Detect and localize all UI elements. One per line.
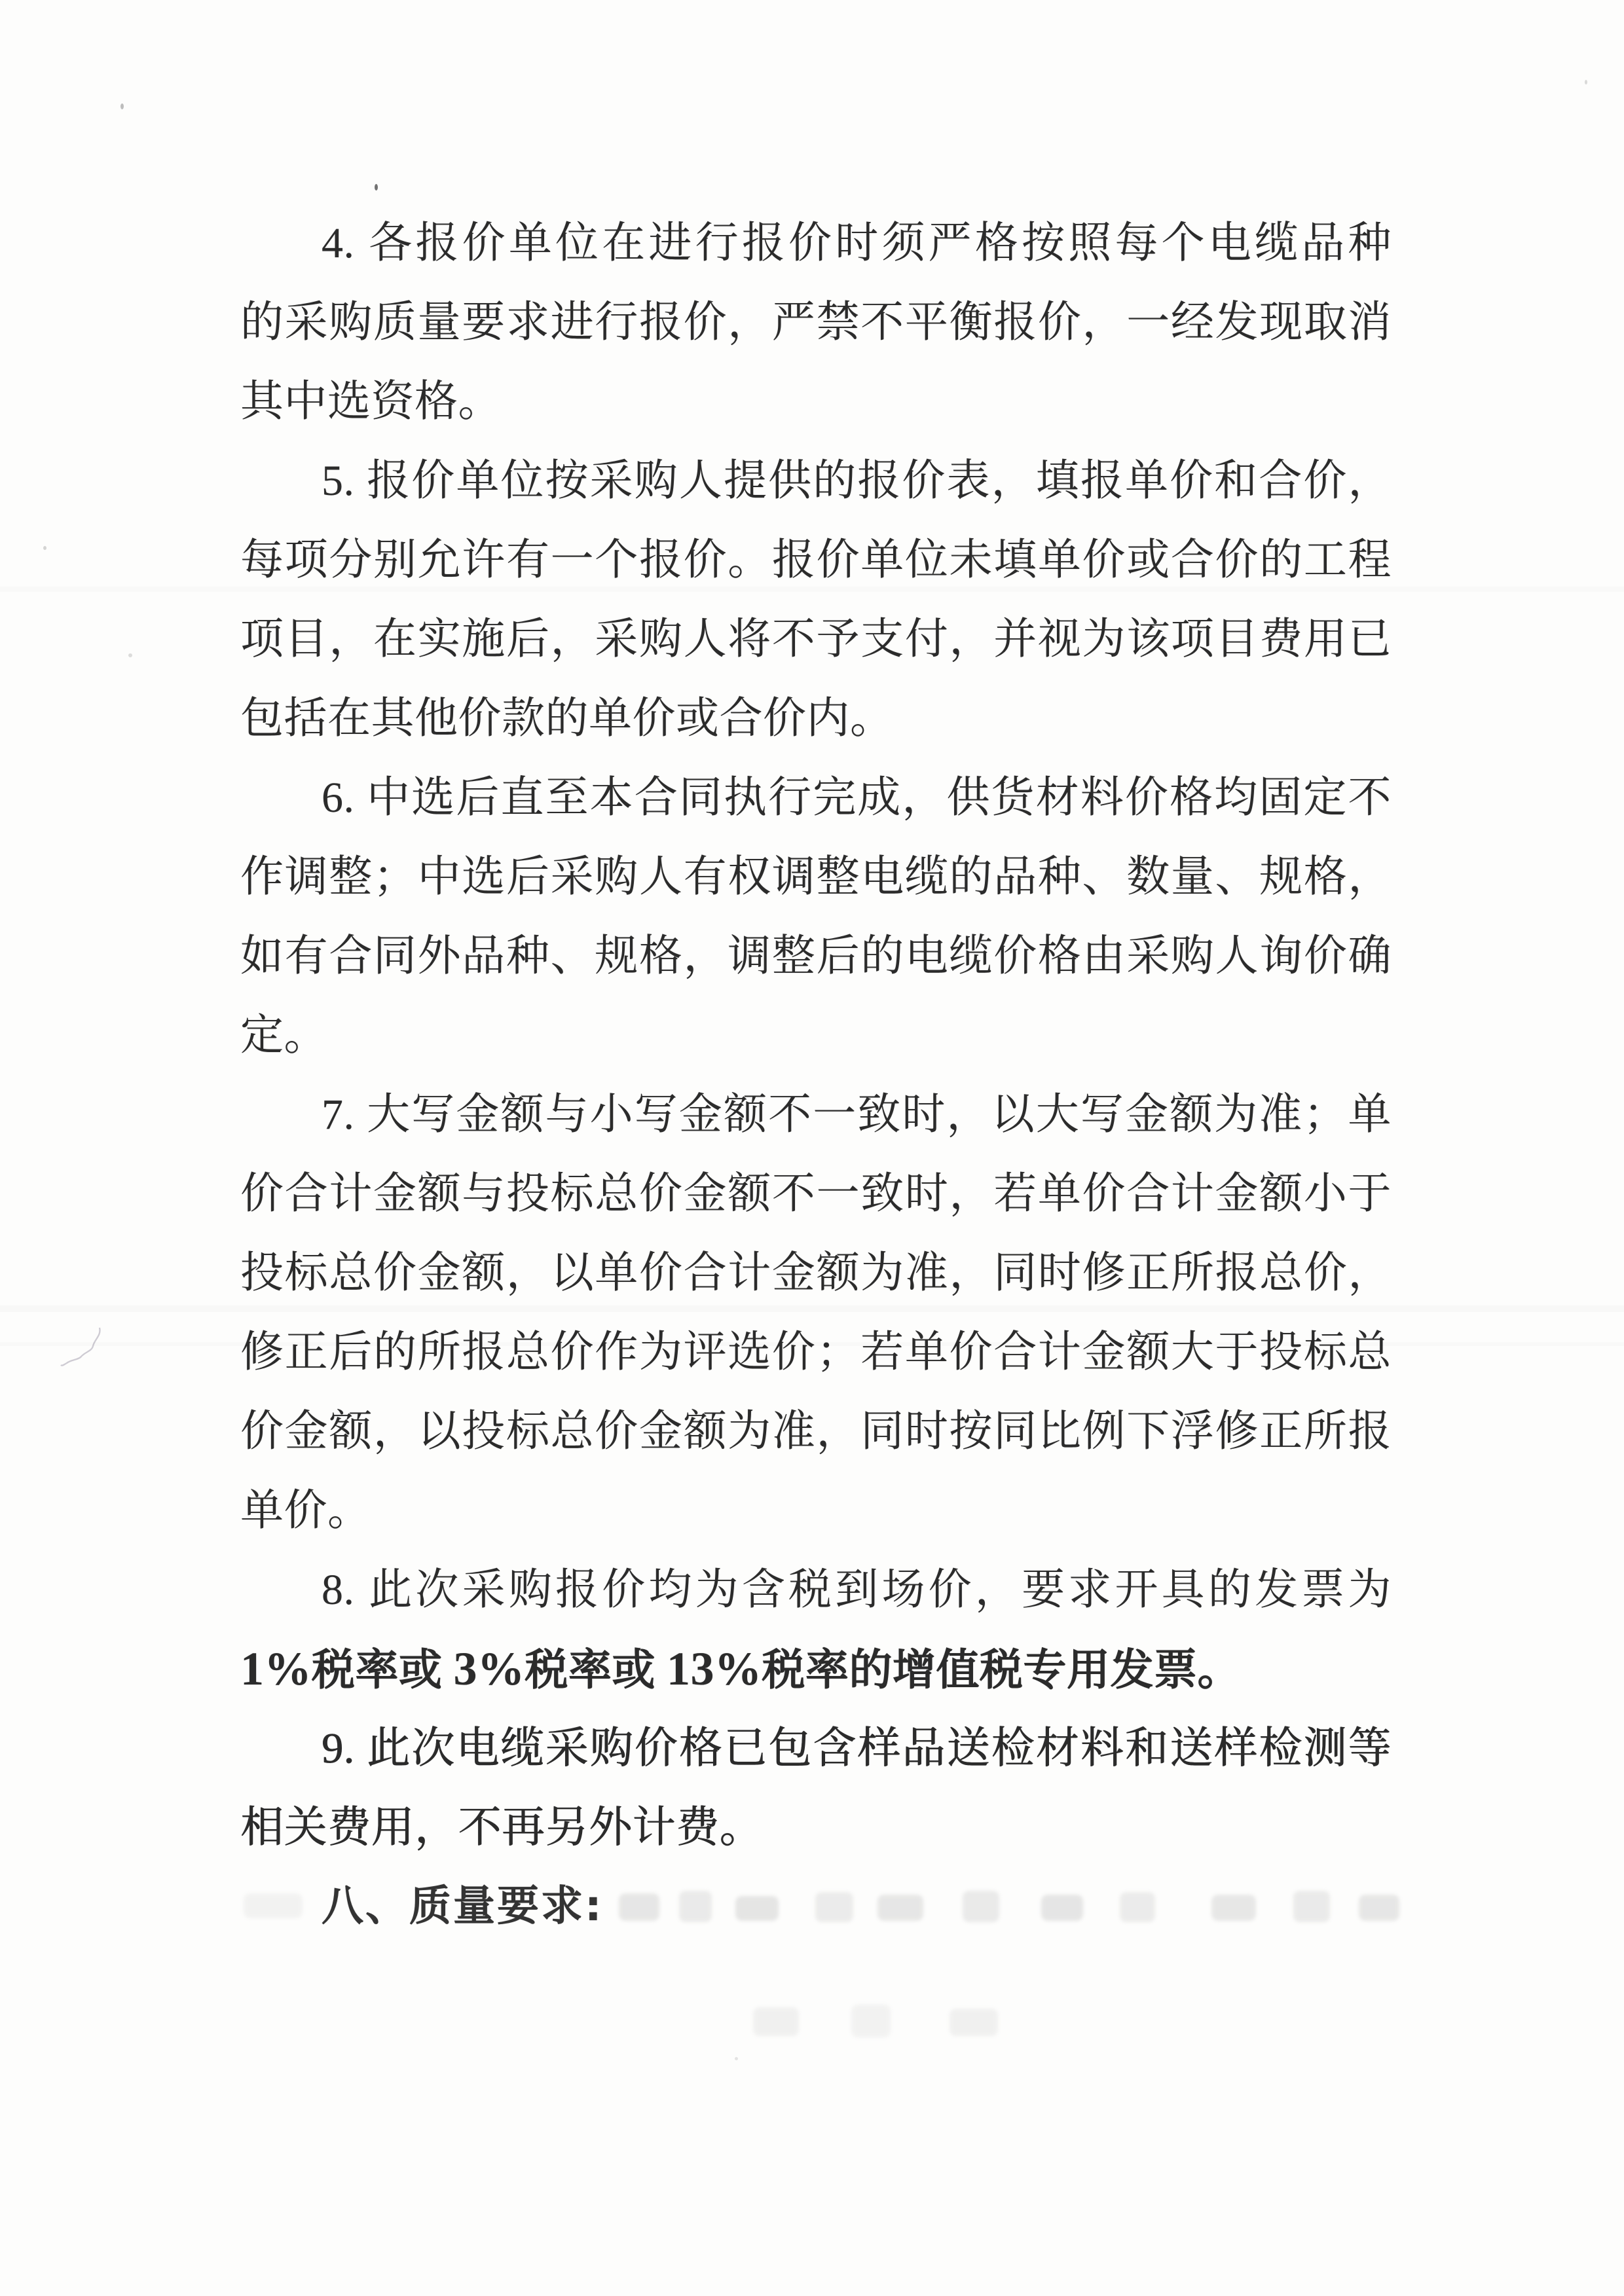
tax-rate-text-3: 税率的增值税专用发票。 (762, 1647, 1241, 1694)
clause-6-line-1: 6. 中选后直至本合同执行完成，供货材料价格均固定不 (322, 774, 1392, 822)
smudge-artifact (244, 1893, 303, 1918)
tax-rate-1-percent: 1% (240, 1643, 312, 1695)
clause-7-line-4: 修正后的所报总价作为评选价；若单价合计金额大于投标总 (240, 1328, 1392, 1376)
scan-streak (0, 1305, 1624, 1312)
speck-artifact (375, 184, 378, 191)
speck-artifact (1585, 80, 1587, 84)
clause-9-line-1: 9. 此次电缆采购价格已包含样品送检材料和送样检测等 (322, 1724, 1392, 1772)
clause-4-line-1: 4. 各报价单位在进行报价时须严格按照每个电缆品种 (322, 219, 1392, 267)
scan-streak (0, 587, 1624, 592)
speck-artifact (43, 546, 46, 550)
speck-artifact (735, 2057, 738, 2060)
clause-7-line-1: 7. 大写金额与小写金额不一致时，以大写金额为准；单 (322, 1091, 1392, 1139)
clause-7-line-6: 单价。 (240, 1487, 371, 1535)
clause-6-line-3: 如有合同外品种、规格，调整后的电缆价格由采购人询价确 (240, 932, 1392, 980)
tax-rate-text-1: 税率或 (312, 1647, 454, 1694)
tax-rate-text-2: 税率或 (525, 1647, 667, 1694)
ghost-bleedthrough-row (619, 1889, 1405, 1926)
clause-5-line-4: 包括在其他价款的单价或合价内。 (240, 695, 894, 742)
tax-rate-3-percent: 3% (453, 1643, 525, 1695)
clause-8-line-2 (240, 1630, 1392, 1709)
speck-artifact (120, 103, 124, 109)
scratch-artifact (59, 1322, 106, 1374)
section-heading-quality-requirements: 八、质量要求: (322, 1882, 604, 1931)
clause-8-line-1: 8. 此次采购报价均为含税到场价，要求开具的发票为 (322, 1566, 1392, 1614)
clause-7-line-5: 价金额，以投标总价金额为准，同时按同比例下浮修正所报 (240, 1408, 1392, 1455)
scan-streak (0, 1342, 1624, 1346)
clause-7-line-3: 投标总价金额，以单价合计金额为准，同时修正所报总价， (240, 1249, 1392, 1297)
clause-5-line-1: 5. 报价单位按采购人提供的报价表，填报单价和合价， (322, 457, 1392, 505)
speck-artifact (128, 653, 132, 657)
clause-5-line-2: 每项分别允许有一个报价。报价单位未填单价或合价的工程 (240, 536, 1392, 584)
document-text-block (240, 0, 1392, 2296)
tax-rate-13-percent: 13% (667, 1643, 762, 1695)
clause-4-line-3: 其中选资格。 (240, 378, 502, 426)
clause-4-line-2: 的采购质量要求进行报价，严禁不平衡报价，一经发现取消 (240, 299, 1392, 346)
clause-7-line-2: 价合计金额与投标总价金额不一致时，若单价合计金额小于 (240, 1170, 1392, 1218)
clause-5-line-3: 项目，在实施后，采购人将不予支付，并视为该项目费用已 (240, 615, 1392, 663)
ghost-bleedthrough-lower (753, 2002, 1028, 2048)
clause-6-line-4: 定。 (240, 1011, 327, 1059)
clause-6-line-2: 作调整；中选后采购人有权调整电缆的品种、数量、规格， (240, 853, 1392, 901)
clause-9-line-2: 相关费用，不再另外计费。 (240, 1804, 763, 1851)
